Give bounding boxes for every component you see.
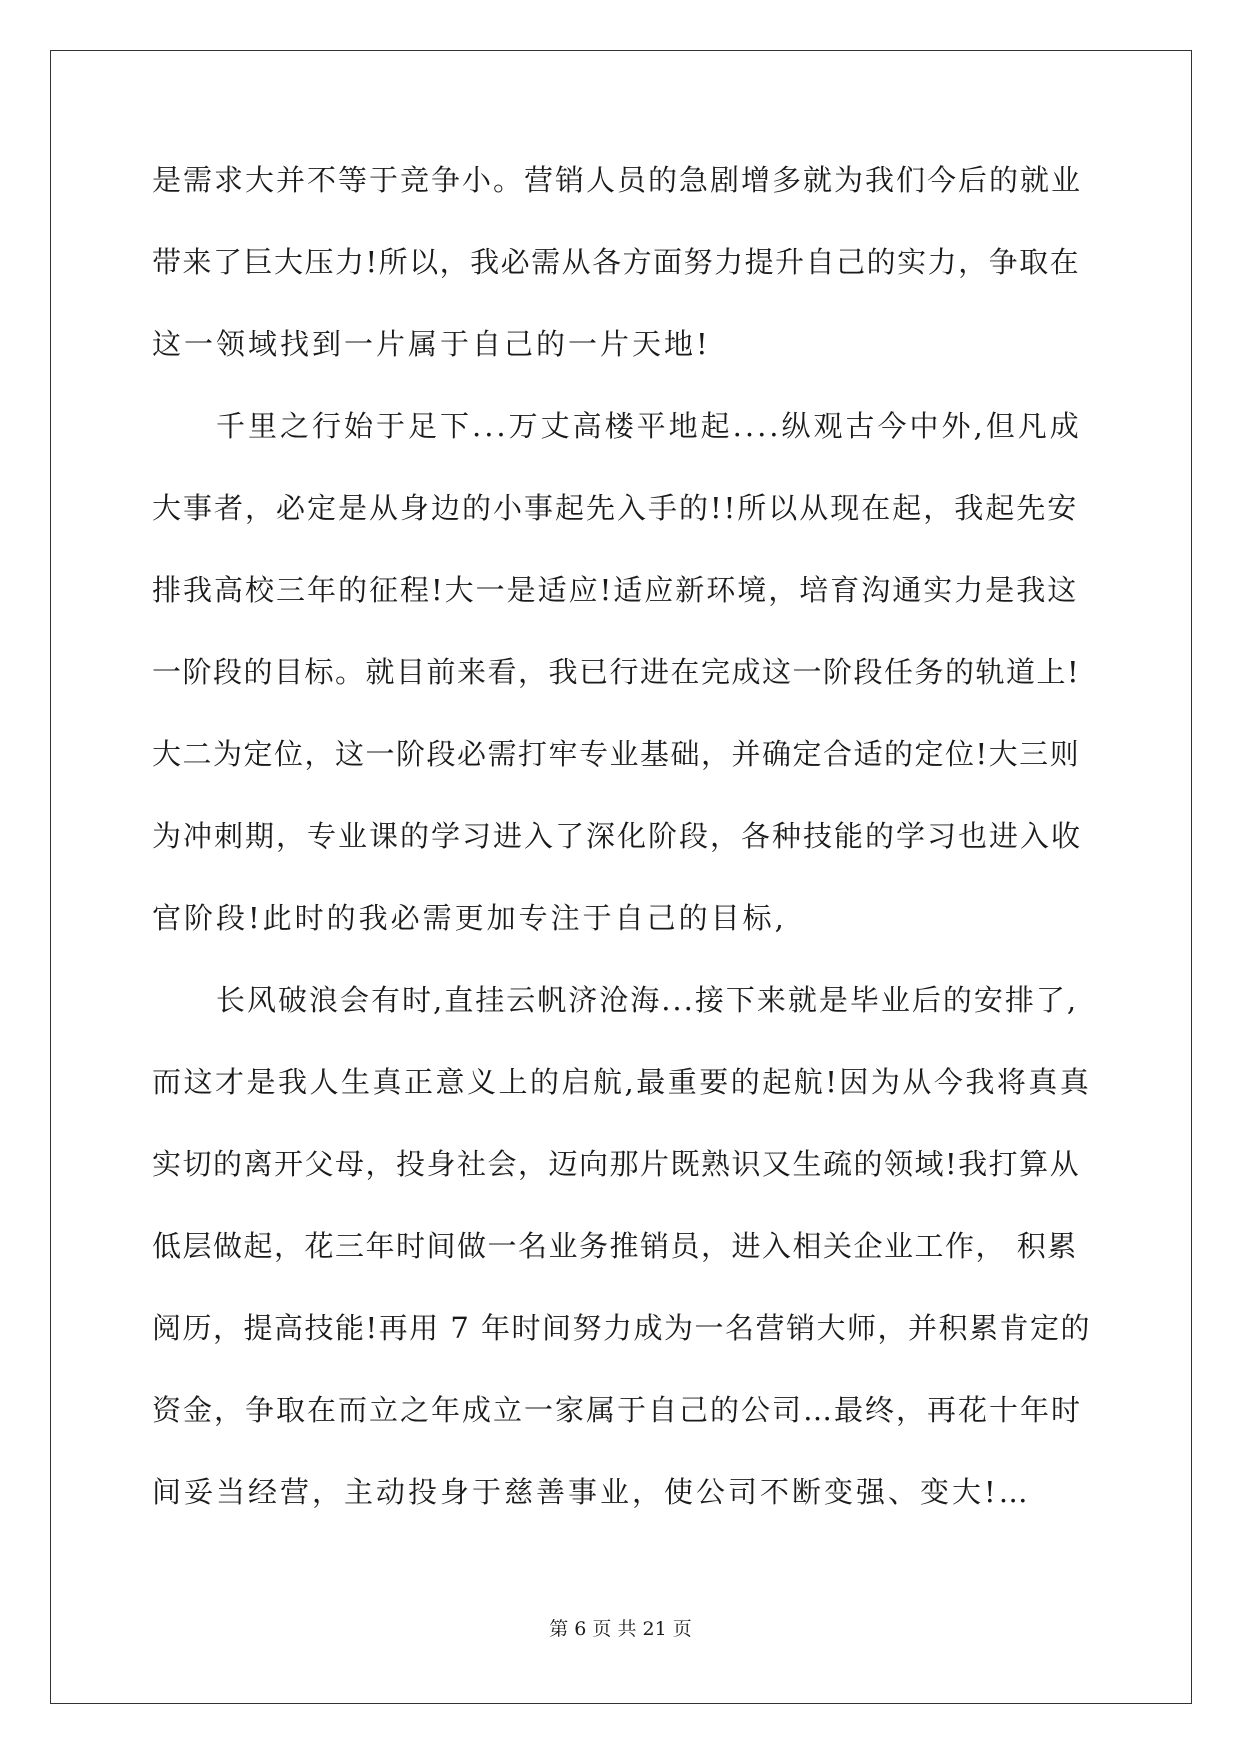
paragraph-first-line: 千里之行始于足下...万丈高楼平地起....纵观古今中外,但凡成	[216, 409, 1082, 443]
page-number-footer: 第 6 页 共 21 页	[549, 1618, 692, 1640]
text-line: 大二为定位，这一阶段必需打牢专业基础，并确定合适的定位!大三则	[152, 737, 1081, 771]
text-line: 而这才是我人生真正意义上的启航,最重要的起航!因为从今我将真真	[152, 1065, 1092, 1099]
text-line: 一阶段的目标。就目前来看，我已行进在完成这一阶段任务的轨道上!	[152, 655, 1081, 689]
text-line: 这一领域找到一片属于自己的一片天地!	[152, 327, 711, 361]
text-line: 官阶段!此时的我必需更加专注于自己的目标,	[152, 901, 787, 935]
text-line: 阅历，提高技能!再用 7 年时间努力成为一名营销大师，并积累肯定的	[152, 1311, 1092, 1345]
text-line: 低层做起，花三年时间做一名业务推销员，进入相关企业工作， 积累	[152, 1229, 1078, 1263]
text-line: 大事者，必定是从身边的小事起先入手的!!所以从现在起，我起先安	[152, 491, 1079, 525]
document-body	[152, 152, 1092, 1546]
paragraph-first-line: 长风破浪会有时,直挂云帆济沧海...接下来就是毕业后的安排了,	[216, 983, 1079, 1017]
text-line: 带来了巨大压力!所以，我必需从各方面努力提升自己的实力，争取在	[152, 245, 1081, 279]
text-line: 间妥当经营，主动投身于慈善事业，使公司不断变强、变大!…	[152, 1475, 1031, 1509]
text-line: 实切的离开父母，投身社会，迈向那片既熟识又生疏的领域!我打算从	[152, 1147, 1081, 1181]
text-line: 排我高校三年的征程!大一是适应!适应新环境，培育沟通实力是我这	[152, 573, 1079, 607]
text-line: 为冲刺期，专业课的学习进入了深化阶段，各种技能的学习也进入收	[152, 819, 1083, 853]
text-line: 是需求大并不等于竞争小。营销人员的急剧增多就为我们今后的就业	[152, 163, 1083, 197]
text-line: 资金，争取在而立之年成立一家属于自己的公司…最终，再花十年时	[152, 1393, 1083, 1427]
